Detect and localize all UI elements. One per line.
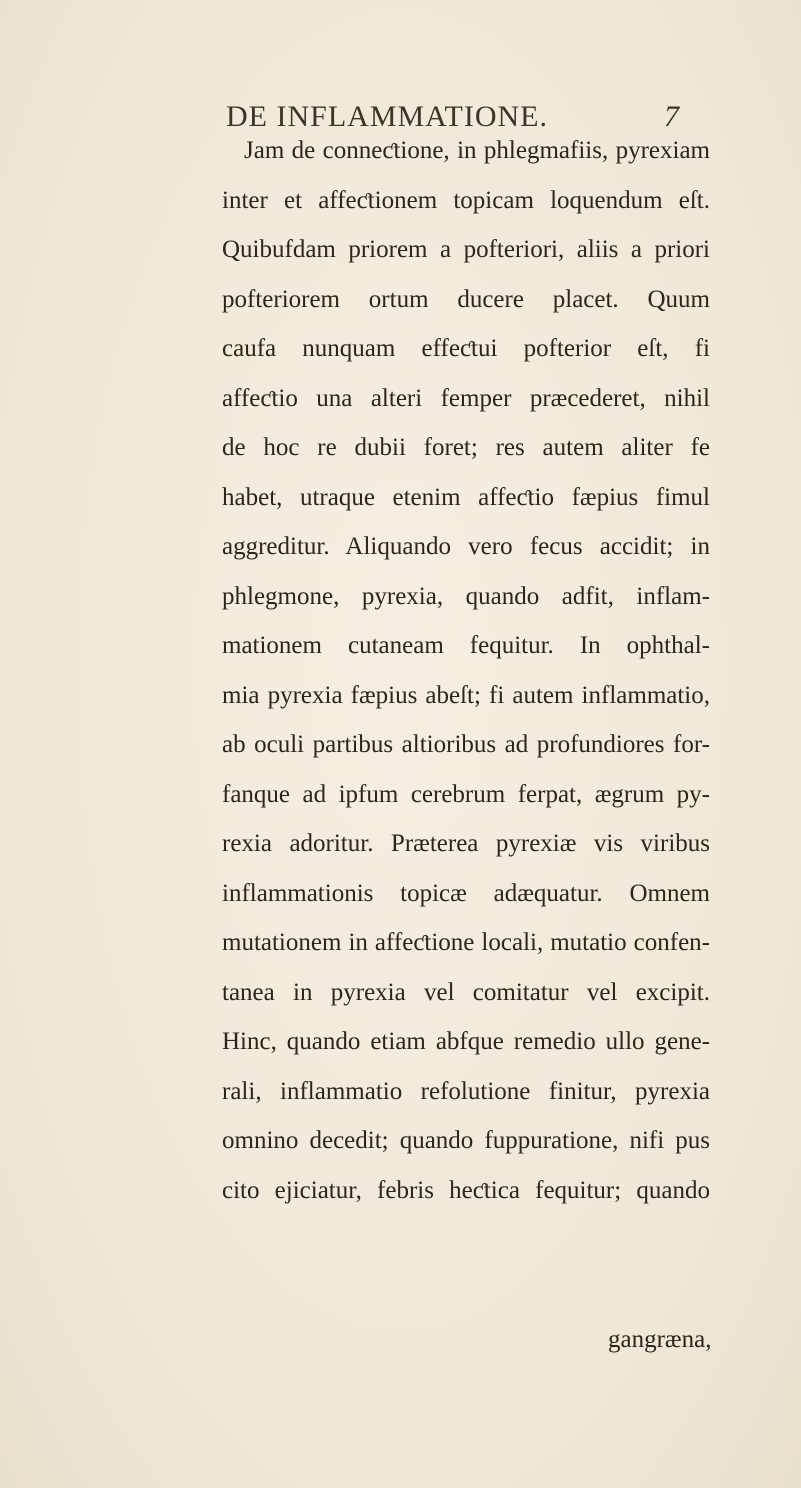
text-line: Hinc, quando etiam abfque remedio ullo gene- [222, 1028, 710, 1055]
text-line: Quibufdam priorem a pofteriori, aliis a priori [222, 236, 710, 263]
text-line: de hoc re dubii foret; res autem aliter fe [222, 434, 710, 461]
text-line: mutationem in affeƈtione locali, mutatio confen- [222, 929, 710, 956]
text-line: rexia adoritur. Præterea pyrexiæ vis viribus [222, 830, 710, 857]
text-line: habet, utraque etenim affeƈtio fæpius fimul [222, 483, 710, 511]
text-line: pofteriorem ortum ducere placet. Quum [222, 285, 710, 313]
text-line: inter et affeƈtionem topicam loquendum eſt. [222, 186, 710, 214]
text-line: mationem cutaneam fequitur. In ophthal- [222, 632, 710, 659]
text-line: phlegmone, pyrexia, quando adfit, inflam- [222, 582, 710, 610]
catchword: gangræna, [608, 1326, 712, 1353]
text-line: caufa nunquam effeƈtui pofterior eſt, fi [222, 335, 710, 362]
text-line: mia pyrexia fæpius abeſt; fi autem inflammatio, [222, 681, 710, 709]
body-text [222, 126, 710, 1215]
running-title: DE INFLAMMATIONE. [226, 100, 548, 133]
text-line: cito ejiciatur, febris heƈtica fequitur; quando [222, 1176, 710, 1204]
text-line: ab oculi partibus altioribus ad profundiores for- [222, 731, 710, 758]
text-line: inflammationis topicæ adæquatur. Omnem [222, 879, 710, 907]
page-number: 7 [664, 100, 679, 133]
text-line: rali, inflammatio refolutione finitur, pyrexia [222, 1077, 710, 1105]
text-line: aggreditur. Aliquando vero fecus accidit; in [222, 533, 710, 560]
text-line: omnino decedit; quando fuppuratione, nifi pus [222, 1127, 710, 1154]
text-line: tanea in pyrexia vel comitatur vel excipit. [222, 978, 710, 1006]
text-line: fanque ad ipfum cerebrum ferpat, ægrum py- [222, 780, 710, 808]
text-line: Jam de conneƈtione, in phlegmafiis, pyrexiam [244, 137, 710, 164]
text-line: affeƈtio una alteri femper præcederet, nihil [222, 384, 710, 412]
